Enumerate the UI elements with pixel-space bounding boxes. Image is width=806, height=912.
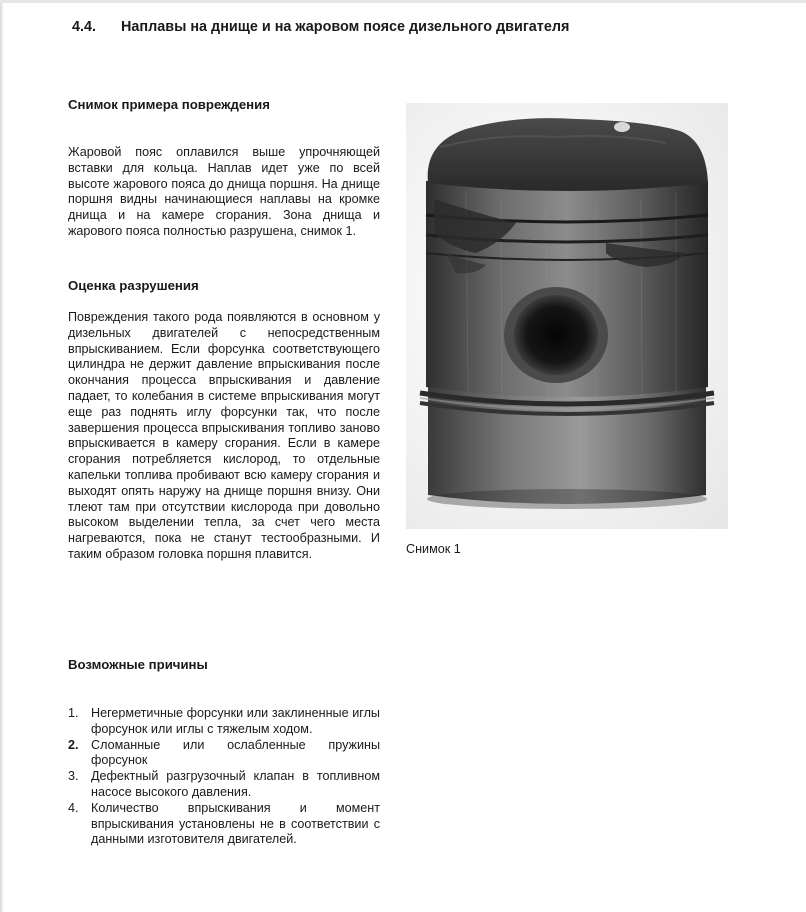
causes-list bbox=[68, 706, 380, 848]
cause-text: Количество впрыскивания и момент впрыскивания установлены не в соответствии с данными изготовителя двигателей. bbox=[91, 800, 380, 847]
page-top-edge bbox=[0, 0, 806, 3]
page-edge-shadow bbox=[0, 0, 4, 912]
cause-item bbox=[68, 706, 380, 738]
cause-number: 3. bbox=[68, 769, 79, 784]
cause-number: 4. bbox=[68, 800, 79, 815]
cause-number: 2. bbox=[68, 737, 79, 752]
damage-photo-text: Жаровой пояс оплавился выше упрочняющей вставки для кольца. Наплав идет уже по всей высоте жарового пояса до днища поршня. На днище поршня видны начинающиеся наплавы на кромке днища и на камере сгорания. Зона днища и жарового пояса полностью разрушена, снимок 1. bbox=[68, 145, 380, 238]
piston-illustration-icon bbox=[406, 103, 728, 529]
damaged-piston-photo bbox=[406, 103, 728, 529]
causes-heading: Возможные причины bbox=[68, 657, 208, 672]
assessment-text: Повреждения такого рода появляются в основном у дизельных двигателей с непосредственным впрыскиванием. Если форсунка соответствующего цилиндра не держит давление впрыскивания после окончания процесса впрыскивания и давление падает, то колебания в системе впрыскивания могут еще раз поднять иглу форсунки так, что после завершения процесса впрыскивания топливо заново впрыскивается в камеру сгорания. Если в камере сгорания потребляется кислород, то отдельные капельки топлива пробивают всю камеру сгорания и выходят опять наружу на днище поршня внизу. Они тлеют там при отсутствии кислорода при довольно высоком выделении тепла, за счет чего места нагреваются, пока не станут тестообразными. И таким образом головка поршня плавится. bbox=[68, 310, 380, 561]
section-number: 4.4. bbox=[72, 19, 97, 35]
cause-item bbox=[68, 738, 380, 770]
cause-text: Негерметичные форсунки или заклиненные иглы форсунок или иглы с тяжелым ходом. bbox=[91, 706, 380, 736]
cause-item bbox=[68, 769, 380, 801]
section-header bbox=[72, 19, 569, 35]
cause-text: Сломанные или ослабленные пружины форсунок bbox=[91, 737, 380, 768]
cause-text: Дефектный разгрузочный клапан в топливном насосе высокого давления. bbox=[91, 769, 380, 799]
figure-caption: Снимок 1 bbox=[406, 542, 461, 556]
damage-photo-heading: Снимок примера повреждения bbox=[68, 97, 270, 112]
cause-item bbox=[68, 801, 380, 848]
section-title: Наплавы на днище и на жаровом поясе дизельного двигателя bbox=[121, 19, 570, 35]
assessment-heading: Оценка разрушения bbox=[68, 278, 199, 293]
cause-number: 1. bbox=[68, 706, 79, 720]
